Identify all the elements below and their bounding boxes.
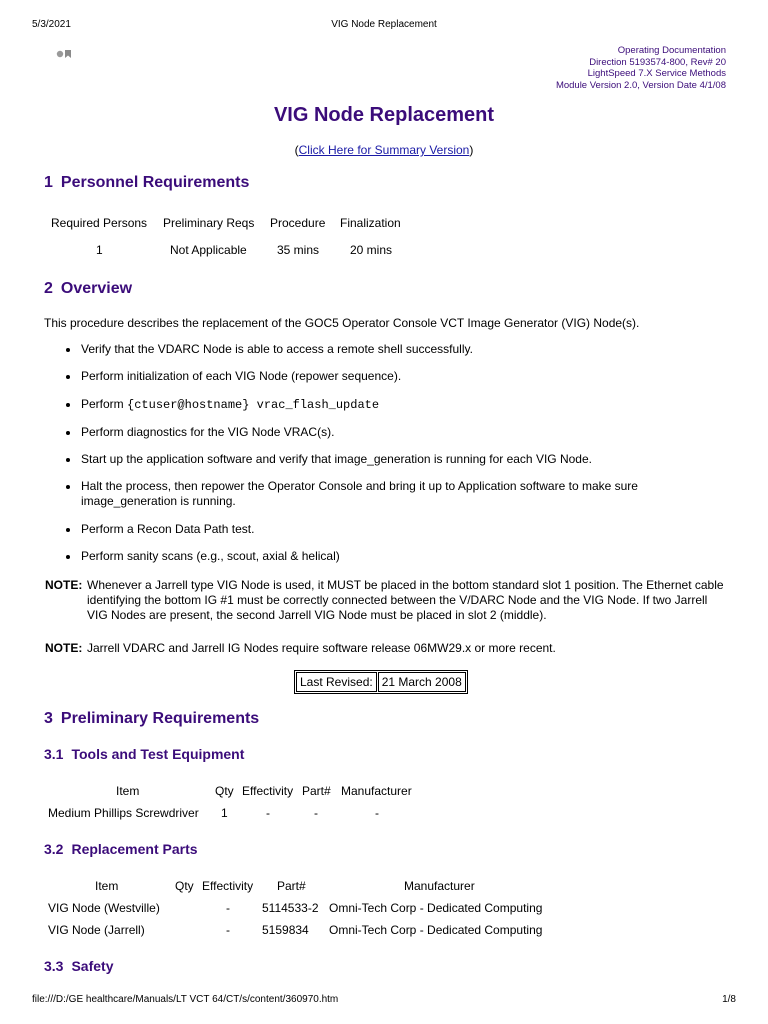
section-1-heading: [44, 174, 249, 192]
section-3-title: Preliminary Requirements: [60, 710, 260, 727]
step-text: Perform diagnostics for the VIG Node VRAC(s).: [81, 425, 335, 439]
bullet-dot: [66, 485, 70, 489]
section-3-1-number: 3.1: [44, 746, 64, 762]
personnel-value-procedure: 35 mins: [277, 243, 320, 257]
step-text: Perform a Recon Data Path test.: [81, 522, 255, 536]
tools-header-part: Part#: [302, 784, 331, 798]
print-footer-path: file:///D:/GE healthcare/Manuals/LT VCT 64/CT/s/content/360970.htm: [32, 994, 339, 1005]
step-text: Perform: [81, 397, 128, 411]
parts-cell-manufacturer: Omni-Tech Corp - Dedicated Computing: [329, 923, 543, 937]
bullet-dot: [66, 348, 70, 352]
overview-intro: This procedure describes the replacement of the GOC5 Operator Console VCT Image Generator (VIG) Node(s).: [44, 316, 640, 330]
list-item: [63, 397, 379, 413]
bullet-dot: [66, 528, 70, 532]
personnel-header-prelim: Preliminary Reqs: [163, 216, 255, 230]
bullet-dot: [66, 555, 70, 559]
personnel-value-prelim: Not Applicable: [170, 243, 247, 257]
tools-header-manufacturer: Manufacturer: [341, 784, 412, 798]
note-label: NOTE:: [45, 641, 83, 655]
personnel-header-persons: Required Persons: [51, 216, 148, 230]
section-2-number: 2: [44, 280, 53, 297]
section-2-heading: [44, 280, 132, 298]
personnel-header-finalization: Finalization: [340, 216, 401, 230]
step-text: Verify that the VDARC Node is able to access a remote shell successfully.: [81, 342, 473, 356]
parts-cell-effectivity: -: [226, 901, 230, 915]
summary-link-line: [0, 143, 768, 157]
section-3-1-title: Tools and Test Equipment: [71, 746, 245, 762]
list-item: [63, 425, 334, 440]
section-2-title: Overview: [60, 280, 133, 297]
print-bookmark-icon[interactable]: [56, 46, 74, 56]
note-software-release: [45, 641, 725, 656]
parts-header-item: Item: [95, 879, 119, 893]
tools-header-item: Item: [116, 784, 140, 798]
step-text: Halt the process, then repower the Operator Console and bring it up to Application software to make sure image_generation is running.: [81, 479, 638, 508]
note-text: Jarrell VDARC and Jarrell IG Nodes require software release 06MW29.x or more recent.: [87, 641, 556, 655]
section-1-number: 1: [44, 174, 53, 191]
section-3-2-number: 3.2: [44, 841, 64, 857]
note-jarrell-slot: [45, 578, 725, 623]
parts-cell-effectivity: -: [226, 923, 230, 937]
last-revised-date: 21 March 2008: [378, 672, 466, 692]
list-item: [63, 479, 701, 509]
section-3-number: 3: [44, 710, 53, 727]
section-3-2-heading: [44, 841, 198, 857]
print-date: 5/3/2021: [32, 19, 71, 30]
section-3-1-heading: [44, 746, 244, 762]
note-text: Whenever a Jarrell type VIG Node is used, it MUST be placed in the bottom standard slot 1 position. The Ethernet cable identifying the bottom IG #1 must be correctly connected between the V/DARC Node and the VIG Node. If two Jarrell VIG Nodes are present, the second Jarrell VIG Node must be placed in slot 2 (middle).: [87, 578, 724, 622]
bullet-dot: [66, 375, 70, 379]
tools-header-effectivity: Effectivity: [242, 784, 294, 798]
section-3-3-number: 3.3: [44, 958, 64, 974]
section-1-title: Personnel Requirements: [60, 174, 250, 191]
list-item: [63, 522, 254, 537]
parts-cell-manufacturer: Omni-Tech Corp - Dedicated Computing: [329, 901, 543, 915]
meta-line-4: Module Version 2.0, Version Date 4/1/08: [555, 79, 726, 91]
tools-cell-manufacturer: -: [375, 806, 379, 820]
parts-header-part: Part#: [277, 879, 306, 893]
tools-cell-effectivity: -: [266, 806, 270, 820]
tools-cell-item: Medium Phillips Screwdriver: [48, 806, 199, 820]
summary-close-paren: ): [469, 143, 474, 157]
parts-header-qty: Qty: [175, 879, 194, 893]
document-meta: [556, 45, 726, 91]
list-item: [63, 452, 592, 467]
bullet-dot: [66, 431, 70, 435]
parts-cell-part: 5159834: [262, 923, 309, 937]
personnel-value-finalization: 20 mins: [350, 243, 393, 257]
step-text: Perform initialization of each VIG Node (repower sequence).: [81, 369, 402, 383]
section-3-3-title: Safety: [71, 958, 114, 974]
note-label: NOTE:: [45, 578, 83, 592]
list-item: [63, 549, 340, 564]
page-title: VIG Node Replacement: [273, 104, 495, 126]
flash-update-command: {ctuser@hostname} vrac_flash_update: [127, 398, 380, 412]
step-text: Start up the application software and verify that image_generation is running for each VIG Node.: [81, 452, 592, 466]
tools-cell-part: -: [314, 806, 318, 820]
tools-header-qty: Qty: [215, 784, 234, 798]
step-text: Perform sanity scans (e.g., scout, axial & helical): [81, 549, 340, 563]
parts-cell-part: 5114533-2: [262, 901, 319, 915]
personnel-value-persons: 1: [96, 243, 103, 257]
list-item: [63, 369, 401, 384]
summary-version-link[interactable]: Click Here for Summary Version: [298, 143, 470, 157]
parts-cell-item: VIG Node (Jarrell): [48, 923, 145, 937]
meta-line-1: Operating Documentation: [617, 45, 726, 56]
section-3-3-heading: [44, 958, 114, 974]
meta-line-3: LightSpeed 7.X Service Methods: [587, 68, 726, 79]
last-revised-label: Last Revised:: [296, 672, 377, 692]
tools-cell-qty: 1: [221, 806, 228, 820]
summary-open-paren: (: [294, 143, 299, 157]
bullet-dot: [66, 458, 70, 462]
meta-line-2: Direction 5193574-800, Rev# 20: [589, 56, 726, 68]
list-item: [63, 342, 473, 357]
parts-cell-item: VIG Node (Westville): [48, 901, 160, 915]
print-footer-page: 1/8: [722, 994, 736, 1005]
personnel-header-procedure: Procedure: [270, 216, 326, 230]
parts-header-manufacturer: Manufacturer: [404, 879, 475, 893]
parts-header-effectivity: Effectivity: [202, 879, 254, 893]
section-3-2-title: Replacement Parts: [71, 841, 198, 857]
bullet-dot: [66, 403, 70, 407]
section-3-heading: [44, 710, 259, 728]
print-title: VIG Node Replacement: [331, 19, 437, 30]
last-revised-box: [294, 670, 468, 694]
